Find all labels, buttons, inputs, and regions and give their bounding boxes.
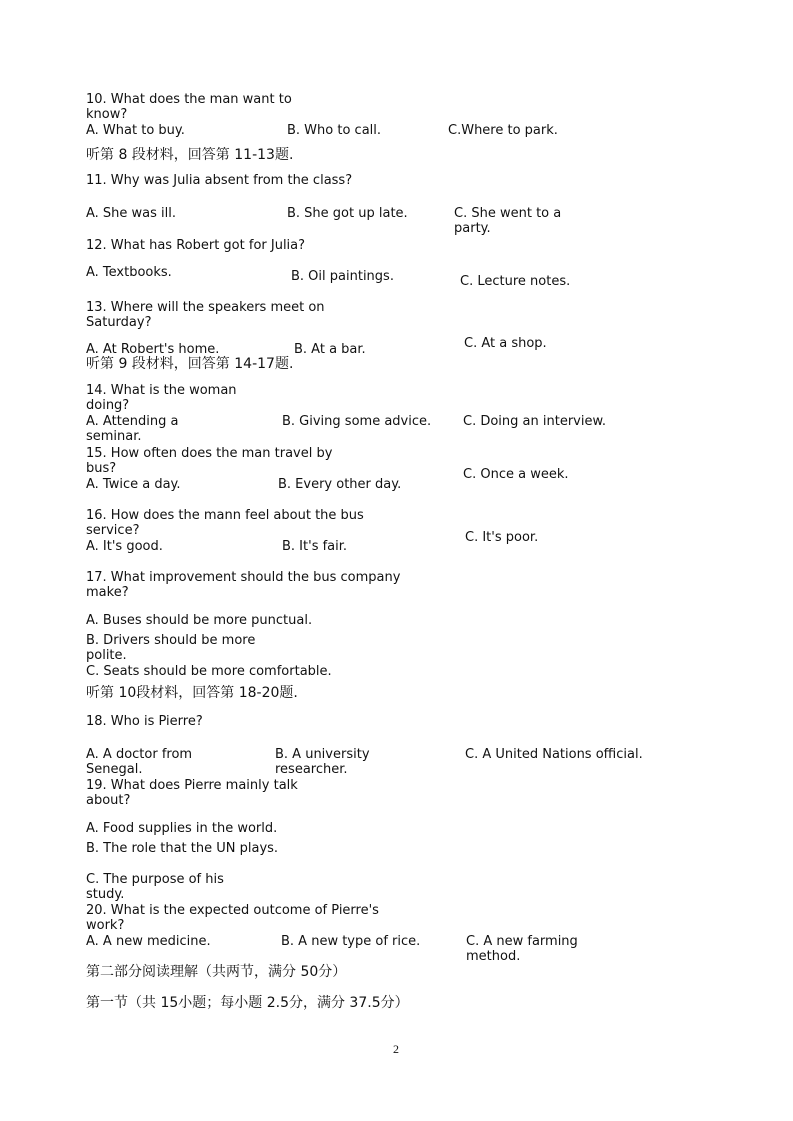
q19-option-c: C. The purpose of his study.	[86, 872, 224, 902]
q20-option-a: A. A new medicine.	[86, 934, 211, 949]
q20-option-b: B. A new type of rice.	[281, 934, 421, 949]
q18-option-a: A. A doctor from Senegal.	[86, 747, 193, 777]
question-14: 14. What is the woman doing?	[86, 383, 237, 413]
q11-option-c: C. She went to a party.	[454, 206, 562, 236]
part-2-heading: 第二部分阅读理解（共两节，满分 50分）	[86, 964, 347, 980]
q10-option-c: C.Where to park.	[448, 123, 558, 138]
question-11: 11. Why was Julia absent from the class?	[86, 173, 353, 188]
question-16: 16. How does the mann feel about the bus service?	[86, 508, 364, 538]
q19-option-a: A. Food supplies in the world.	[86, 821, 278, 836]
section-10-heading: 听第 10段材料，回答第 18-20题.	[86, 685, 298, 701]
page-number: 2	[393, 1042, 399, 1056]
q17-option-a: A. Buses should be more punctual.	[86, 613, 313, 628]
q14-option-c: C. Doing an interview.	[463, 414, 607, 429]
q14-option-a: A. Attending a seminar.	[86, 414, 179, 444]
question-18: 18. Who is Pierre?	[86, 714, 203, 729]
q10-option-a: A. What to buy.	[86, 123, 185, 138]
q16-option-a: A. It's good.	[86, 539, 163, 554]
section-9-heading: 听第 9 段材料，回答第 14-17题.	[86, 356, 294, 372]
q14-option-b: B. Giving some advice.	[282, 414, 432, 429]
q11-option-b: B. She got up late.	[287, 206, 408, 221]
section-1-heading: 第一节（共 15小题；每小题 2.5分，满分 37.5分）	[86, 995, 409, 1011]
question-17: 17. What improvement should the bus company make?	[86, 570, 401, 600]
q19-option-b: B. The role that the UN plays.	[86, 841, 279, 856]
q17-option-c: C. Seats should be more comfortable.	[86, 664, 332, 679]
question-20: 20. What is the expected outcome of Pierre's work?	[86, 903, 379, 933]
q13-option-b: B. At a bar.	[294, 342, 366, 357]
q11-option-a: A. She was ill.	[86, 206, 177, 221]
question-15: 15. How often does the man travel by bus?	[86, 446, 333, 476]
q16-option-b: B. It's fair.	[282, 539, 348, 554]
q15-option-c: C. Once a week.	[463, 467, 569, 482]
question-13: 13. Where will the speakers meet on Saturday?	[86, 300, 325, 330]
q13-option-c: C. At a shop.	[464, 336, 547, 351]
q12-option-c: C. Lecture notes.	[460, 274, 571, 289]
question-19: 19. What does Pierre mainly talk about?	[86, 778, 298, 808]
section-8-heading: 听第 8 段材料，回答第 11-13题.	[86, 147, 294, 163]
q15-option-b: B. Every other day.	[278, 477, 402, 492]
q10-option-b: B. Who to call.	[287, 123, 382, 138]
q17-option-b: B. Drivers should be more polite.	[86, 633, 256, 663]
q18-option-b: B. A university researcher.	[275, 747, 370, 777]
question-12: 12. What has Robert got for Julia?	[86, 238, 306, 253]
q20-option-c: C. A new farming method.	[466, 934, 578, 964]
q12-option-a: A. Textbooks.	[86, 265, 172, 280]
q18-option-c: C. A United Nations official.	[465, 747, 643, 762]
question-10: 10. What does the man want to know?	[86, 92, 292, 122]
q16-option-c: C. It's poor.	[465, 530, 539, 545]
q15-option-a: A. Twice a day.	[86, 477, 181, 492]
q12-option-b: B. Oil paintings.	[291, 269, 394, 284]
q13-option-a: A. At Robert's home.	[86, 342, 220, 357]
